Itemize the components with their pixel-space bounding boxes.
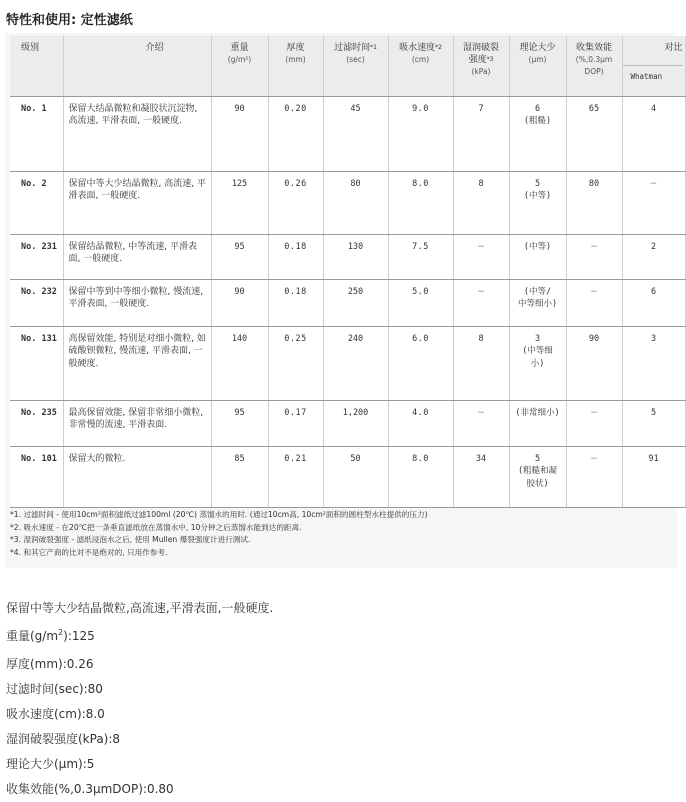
thickness-cell: 0.17 [268,400,323,446]
weight-cell: 95 [211,400,268,446]
footnote-2: *2. 吸水速度 - 在20℃把一条垂直滤纸放在蒸馏水中, 10分钟之后蒸馏水能到达的距离. [10,522,302,532]
spec-table-panel [5,33,683,568]
footnote-1: *1. 过滤时间 - 使用10cm²面积滤纸过滤100ml (20℃) 蒸馏水的用时. (通过10cm高, 10cm²面积的圆柱型水柱提供的压力) [10,510,428,519]
filter-time-cell: 45 [323,96,388,171]
intro-cell: 最高保留效能, 保留非常细小微粒, 非常慢的流速, 平滑表面. [63,400,211,446]
header-absorb [388,36,453,96]
absorb-cell: 7.5 [388,234,453,279]
absorb-cell: 8.0 [388,171,453,234]
filter-time-cell: 240 [323,326,388,400]
detail-description: 保留中等大少结晶微粒,高流速,平滑表面,一般硬度. [6,601,274,615]
header-absorb-sup: *2 [435,44,442,51]
absorb-cell: 4.0 [388,400,453,446]
grade-cell: No. 1 [10,96,63,171]
header-efficiency-unit: (%,0.3μm [575,55,613,64]
header-filter-time-unit: (sec) [346,55,365,64]
detail-weight-label: 重量(g/m [6,629,59,643]
header-compare-label: 对比 [664,43,683,53]
header-wet-burst-label2-text: 强度 [468,55,487,65]
header-grade: 级别 [10,36,63,96]
intro-cell: 保留大结晶微粒和凝胶状沉淀物, 高流速, 平滑表面, 一般硬度. [63,96,211,171]
grade-cell: No. 235 [10,400,63,446]
wet-burst-cell: − [453,279,509,326]
header-weight-unit: (g/m²) [227,55,252,64]
detail-weight [6,627,95,644]
thickness-cell: 0.18 [268,234,323,279]
whatman-cell: 6 [622,279,685,326]
whatman-cell: 91 [622,446,685,507]
whatman-cell: 3 [622,326,685,400]
header-absorb-label: 吸水速度 [399,43,436,53]
theory-note: (粗糙和凝胶状) [517,466,558,489]
weight-cell: 140 [211,326,268,400]
absorb-cell: 9.0 [388,96,453,171]
header-compare [622,36,685,96]
efficiency-cell: 90 [566,326,622,400]
footnotes [10,509,428,559]
table-row [10,326,685,400]
spec-table [10,36,686,508]
theory-value: 3 [534,333,541,344]
theory-value: 5 [534,453,541,464]
detail-efficiency: 收集效能(%,0.3μmDOP):0.80 [6,782,174,796]
theory-cell [509,96,566,171]
theory-note: (粗糙) [523,116,552,126]
wet-burst-cell: − [453,234,509,279]
grade-cell: No. 2 [10,171,63,234]
theory-cell [509,400,566,446]
table-row [10,171,685,234]
filter-time-cell: 1,200 [323,400,388,446]
intro-cell: 保留大的微粒. [63,446,211,507]
header-wet-burst-unit: (kPa) [471,67,491,76]
thickness-cell: 0.21 [268,446,323,507]
table-row [10,96,685,171]
wet-burst-cell: − [453,400,509,446]
theory-note: (中等细小) [522,346,553,369]
detail-weight-sup: 2 [58,628,64,637]
header-wet-burst-label: 湿润破裂 [462,43,499,53]
footnote-4: *4. 和其它产商的比对不是绝对的, 只用作参考. [10,547,168,557]
thickness-cell: 0.26 [268,171,323,234]
footnote-3: *3. 湿润破裂强度 - 滤纸浸泡水之后, 使用 Mullen 爆裂强度计进行测试. [10,535,251,544]
theory-value: 5 [534,178,541,189]
detail-absorb: 吸水速度(cm):8.0 [6,707,105,721]
efficiency-cell: 80 [566,171,622,234]
intro-cell: 高保留效能, 特别是对细小微粒, 如硫酸钡微粒, 慢流速, 平滑表面, 一般硬度. [63,326,211,400]
weight-cell: 90 [211,96,268,171]
table-body [10,96,685,507]
whatman-cell: 2 [622,234,685,279]
intro-cell: 保留中等到中等细小微粒, 慢流速, 平滑表面, 一般硬度. [63,279,211,326]
absorb-cell: 6.0 [388,326,453,400]
theory-cell [509,326,566,400]
intro-cell: 保留结晶微粒, 中等流速, 平滑表面, 一般硬度. [63,234,211,279]
theory-note: (中等) [523,191,552,201]
thickness-cell: 0.20 [268,96,323,171]
header-theory-unit: (μm) [528,55,547,64]
header-filter-time-sup: *1 [370,44,377,51]
grade-cell: No. 131 [10,326,63,400]
header-efficiency [566,36,622,96]
intro-cell: 保留中等大少结晶微粒, 高流速, 平滑表面, 一般硬度. [63,171,211,234]
table-header-row [10,36,685,96]
filter-time-cell: 130 [323,234,388,279]
theory-cell [509,234,566,279]
header-intro: 介绍 [63,36,211,96]
efficiency-cell: − [566,400,622,446]
header-filter-time [323,36,388,96]
efficiency-cell: − [566,234,622,279]
header-wet-burst-label2 [454,54,509,66]
header-weight-label: 重量 [230,43,249,53]
efficiency-cell: − [566,279,622,326]
header-weight [211,36,268,96]
table-row [10,234,685,279]
efficiency-cell: 65 [566,96,622,171]
header-filter-time-label: 过滤时间 [334,43,371,53]
table-row [10,446,685,507]
weight-cell: 85 [211,446,268,507]
header-efficiency-label: 收集效能 [575,43,612,53]
thickness-cell: 0.25 [268,326,323,400]
theory-note: 中等细小) [517,299,558,309]
weight-cell: 125 [211,171,268,234]
table-row [10,279,685,326]
grade-cell: No. 101 [10,446,63,507]
wet-burst-cell: 7 [453,96,509,171]
theory-value: (中等) [523,241,552,252]
header-theory [509,36,566,96]
header-thickness [268,36,323,96]
header-absorb-unit: (cm) [411,55,430,64]
efficiency-cell: − [566,446,622,507]
filter-time-cell: 250 [323,279,388,326]
theory-value: (非常细小) [515,407,560,418]
detail-theory: 理论大少(μm):5 [6,757,95,771]
header-wet-burst-sup: *3 [486,56,494,63]
theory-cell [509,279,566,326]
weight-cell: 95 [211,234,268,279]
detail-wet-burst: 湿润破裂强度(kPa):8 [6,732,121,746]
absorb-cell: 8.0 [388,446,453,507]
grade-cell: No. 232 [10,279,63,326]
header-wet-burst [453,36,509,96]
header-thickness-unit: (mm) [285,55,306,64]
grade-cell: No. 231 [10,234,63,279]
wet-burst-cell: 34 [453,446,509,507]
filter-time-cell: 50 [323,446,388,507]
whatman-cell: − [622,171,685,234]
detail-thickness: 厚度(mm):0.26 [6,657,94,671]
header-thickness-label: 厚度 [286,43,305,53]
whatman-cell: 4 [622,96,685,171]
theory-cell [509,171,566,234]
filter-time-cell: 80 [323,171,388,234]
wet-burst-cell: 8 [453,171,509,234]
theory-value: (中等/ [523,286,552,297]
theory-value: 6 [534,103,541,114]
whatman-cell: 5 [622,400,685,446]
page-title: 特性和使用: 定性滤纸 [6,13,133,28]
detail-filter-time: 过滤时间(sec):80 [6,682,103,696]
header-efficiency-unit2: DOP) [584,67,604,76]
weight-cell: 90 [211,279,268,326]
detail-weight-value: ):125 [63,629,95,643]
header-theory-label: 理论大少 [519,43,556,53]
theory-cell [509,446,566,507]
thickness-cell: 0.18 [268,279,323,326]
table-row [10,400,685,446]
wet-burst-cell: 8 [453,326,509,400]
absorb-cell: 5.0 [388,279,453,326]
header-whatman: Whatman [623,65,683,83]
